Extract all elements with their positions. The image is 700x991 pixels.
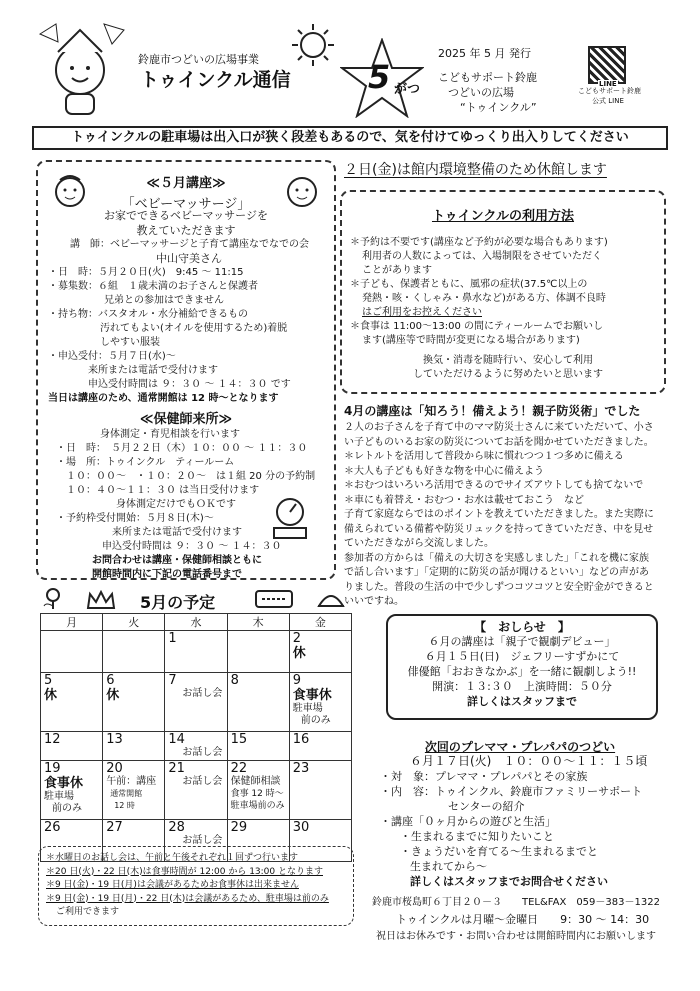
- april-line: ていただきながら交流しました。: [344, 538, 494, 549]
- health-line: １０：４０～１１：３０ は当日受付けます: [66, 485, 260, 496]
- prema-line: ・対 象：プレママ・プレパパとその家族: [380, 770, 588, 783]
- day-number: 2: [292, 631, 302, 646]
- calendar-cell: [289, 732, 351, 761]
- day-number: 8: [230, 673, 239, 688]
- day-number: 9: [292, 673, 302, 688]
- course-heading: ≪５月講座≫: [146, 176, 226, 191]
- banner-icon: [254, 588, 294, 610]
- event-label: 保健師相談: [230, 776, 281, 787]
- calendar-cell: [227, 673, 289, 732]
- health-line: 身体測定だけでもＯＫです: [116, 499, 236, 510]
- april-line: りました。普段の生活の中で少しずつコツコツと安全貯金ができると: [344, 581, 654, 593]
- oshirase-line: ６月１５日(日) ジェフリーすずかにて: [424, 650, 620, 663]
- event-label: 駐車場: [292, 703, 323, 714]
- april-report: [344, 421, 668, 610]
- day-number: 21: [168, 761, 185, 776]
- sun-illustration: [290, 22, 336, 68]
- qr-caption-line: 公式 LINE: [592, 97, 624, 105]
- prema-line: ６月１７日(火) １０：００～１１：１５頃: [410, 754, 648, 768]
- usage-line: 利用者の人数によっては、入場制限をさせていただく: [362, 251, 602, 262]
- event-label: 午前：講座: [106, 776, 157, 787]
- course-subtitle-line: 教えていただきます: [136, 224, 236, 237]
- oshirase-line: 俳優館「おおきなかぶ」を一緒に観劇しよう!!: [407, 665, 637, 678]
- event-label: 駐車場前のみ: [230, 801, 285, 811]
- month-suffix: がつ: [394, 82, 421, 97]
- day-number: 28: [168, 820, 185, 835]
- weekday-header: 金: [289, 614, 351, 631]
- april-line: ＊大人も子どもも好きな物を中心に備えよう: [344, 465, 544, 477]
- course-line: ・申込受付：５月７日(水)～: [48, 351, 176, 362]
- publisher-line: “トゥインクル”: [460, 101, 537, 114]
- usage-line: ＊予約は不要です(講座など予約が必要な場合もあります): [350, 237, 608, 248]
- line-qr-code[interactable]: [588, 46, 626, 84]
- april-line: い子どものいるお家の防災についてお話を聞かせていただきました。: [344, 436, 654, 448]
- line-logo: LINE: [599, 80, 617, 88]
- calendar-cell: [41, 732, 103, 761]
- day-number: 5: [44, 673, 53, 688]
- oshirase-line: ６月の講座は「親子で観劇デビュー」: [428, 635, 616, 648]
- usage-line: ます(講座等で時間が変更になる場合があります): [362, 335, 580, 346]
- note-line: ＊水曜日のお話し会は、午前と午後それぞれ１回ずつ行います: [46, 853, 299, 863]
- day-number: 16: [292, 732, 310, 747]
- april-line: 子育て家庭ならではのポイントを教えていただきました。また実際に: [344, 509, 654, 520]
- course-line: 兄弟との参加はできません: [104, 295, 224, 306]
- oshirase-details: [386, 634, 658, 709]
- course-line: 中山守美さん: [156, 252, 222, 265]
- calendar-cell: [103, 732, 165, 761]
- day-number: 13: [106, 732, 123, 747]
- day-number: 27: [106, 820, 123, 835]
- april-line: 備えられている備蓄や防災リュックを持ってきていただき、中を見せ: [344, 523, 654, 535]
- usage-line: はご利用をお控えください: [362, 307, 482, 318]
- usage-title: トゥインクルの利用方法: [431, 209, 575, 224]
- closed-label: 休: [292, 646, 306, 661]
- footer-hours: トゥインクルは月曜～金曜日 9：30 ～ 14：30: [396, 913, 650, 926]
- event-label: 前のみ: [52, 803, 82, 814]
- schedule-calendar: [40, 613, 352, 862]
- course-details: [48, 238, 334, 406]
- usage-line: していただけるように努めたいと思います: [413, 369, 603, 380]
- weekday-header: 火: [103, 614, 165, 631]
- calendar-cell: [289, 631, 351, 673]
- calendar-cell: [165, 631, 227, 673]
- event-label: 12 時: [114, 801, 135, 810]
- day-number: 20: [106, 761, 123, 776]
- prema-line: ・講座「０ヶ月からの遊びと生活」: [380, 815, 556, 828]
- issue-date: 2025 年 5 月 発行: [438, 47, 531, 60]
- health-line: ・場 所：トゥインクル ティールーム: [56, 457, 235, 468]
- course-title: 「ベビーマッサージ」: [121, 197, 251, 212]
- april-line: ＊レトルトを活用して普段から味に慣れつつ１つ多めに備える: [344, 451, 624, 462]
- course-line: 当日は講座のため、通常開館は 12 時～となります: [48, 393, 279, 404]
- course-line: 講 師：ベビーマッサージと子育て講座なでなでの会: [70, 239, 309, 250]
- schedule-notes: [46, 852, 352, 920]
- calendar-cell: [165, 673, 227, 732]
- day-number: 30: [292, 820, 310, 835]
- health-heading: ≪保健師来所≫: [139, 412, 233, 427]
- calendar-cell: [41, 761, 103, 820]
- calendar-cell: [103, 673, 165, 732]
- footer-address: 鈴鹿市桜島町６丁目２０－３ TEL&FAX 059－383－1322: [372, 897, 660, 908]
- day-number: 23: [292, 761, 310, 776]
- health-line: ・日 時： ５月２２日（木）１０：００ ～ １１：３０: [56, 443, 308, 454]
- course-line: 来所または電話で受付けます: [88, 365, 218, 376]
- day-number: 14: [168, 732, 185, 747]
- weekday-header: 月: [41, 614, 103, 631]
- calendar-cell: [289, 761, 351, 820]
- schedule-title: 5月の予定: [140, 593, 216, 612]
- prema-line: 生まれてから～: [410, 860, 487, 873]
- qr-caption: [578, 86, 641, 106]
- closed-label: 休: [106, 688, 120, 703]
- day-number: 29: [230, 820, 248, 835]
- usage-details: [350, 236, 666, 382]
- health-line: １０：００～ ・１０：２０～ は１組 20 分の予約制: [66, 471, 316, 482]
- org-name: 鈴鹿市つどいの広場事業: [138, 53, 259, 66]
- usage-line: ことがあります: [362, 265, 432, 276]
- april-line: ＊車にも着替え・おむつ・お水は載せておこう など: [344, 494, 584, 506]
- prema-title: 次回のプレママ・プレパパのつどい: [424, 740, 616, 754]
- usage-line: ＊食事は 11:00～13:00 の間にティールームでお願いし: [350, 321, 603, 332]
- calendar-cell: [103, 761, 165, 820]
- day-number: 26: [44, 820, 61, 835]
- prema-line: 詳しくはスタッフまでお問合せください: [410, 875, 608, 888]
- calendar-cell: [165, 732, 227, 761]
- april-line: ２人のお子さんを子育て中のママ防災士さんに来ていただいて、小さ: [344, 422, 654, 433]
- usage-line: ＊子ども、保護者ともに、風邪の症状(37.5℃以上の: [350, 279, 588, 290]
- event-label: 駐車場: [44, 791, 74, 802]
- parking-banner: トゥインクルの駐車場は出入口が狭く段差もあるので、気を付けてゆっくり出入りしてください: [32, 126, 668, 150]
- prema-line: ・生まれるまでに知りたいこと: [400, 830, 554, 843]
- mascot-illustration: [38, 22, 128, 117]
- calendar-cell: [289, 673, 351, 732]
- april-line: ＊おむつはいろいろ活用できるのでサイズアウトしても捨てないで: [344, 480, 644, 491]
- closed-label: 休: [44, 688, 58, 703]
- day-number: 6: [106, 673, 115, 688]
- calendar-cell: [227, 761, 289, 820]
- health-line: 身体測定・育児相談を行います: [100, 429, 240, 440]
- health-line: 来所または電話で受付けます: [112, 527, 242, 538]
- prema-details: [380, 754, 670, 889]
- publisher-line: こどもサポート鈴鹿: [438, 71, 537, 84]
- oshirase-line: 開演：１３:３０ 上演時間：５０分: [432, 680, 612, 693]
- usage-line: 発熱・咳・くしゃみ・鼻水など)がある方、体調不良時: [362, 293, 606, 304]
- prema-line: センターの紹介: [448, 800, 525, 813]
- weekday-header: 木: [227, 614, 289, 631]
- scale-illustration: [268, 494, 312, 542]
- calendar-cell: [41, 631, 103, 673]
- crown-icon: [86, 590, 116, 610]
- april-line: 参加者の方からは「備えの大切さを実感しました」「これを機に家族: [344, 552, 649, 564]
- day-number: 19: [44, 761, 61, 776]
- closed-label: 食事休: [292, 688, 332, 703]
- health-line: 開館時間内に下記の電話番号まで: [92, 569, 242, 580]
- newsletter-title: トゥインクル通信: [140, 69, 291, 91]
- note-line: ＊9 日(金)・19 日(月)は会議があるためお食事休は出来ません: [46, 880, 299, 890]
- health-line: 申込受付時間は ９：３０ ～ １４：３０: [102, 541, 282, 552]
- prema-line: ・きょうだいを育てる～生まれるまでと: [400, 845, 598, 858]
- publisher-line: つどいの広場: [448, 86, 514, 99]
- calendar-cell: [165, 761, 227, 820]
- health-line: お問合わせは講座・保健師相談ともに: [92, 555, 262, 566]
- calendar-cell: [227, 732, 289, 761]
- course-line: 申込受付時間は ９：３０ ～ １４：３０ です: [88, 379, 291, 390]
- note-line: ＊20 日(火)・22 日(木)は食事時間が 12:00 から 13:00 となります: [46, 866, 323, 877]
- oshirase-line: 詳しくはスタッフまで: [467, 695, 577, 708]
- event-label: お話し会: [182, 688, 223, 699]
- day-number: 7: [168, 673, 177, 688]
- april-line: で話し合います」「定期的に防災の話が聞けるといい」などの声があ: [344, 567, 649, 578]
- day-number: 22: [230, 761, 248, 776]
- event-label: 通常開館: [110, 789, 143, 798]
- calendar-cell: [227, 631, 289, 673]
- closed-notice: ２日(金)は館内環境整備のため休館します: [344, 162, 607, 178]
- day-number: 15: [230, 732, 248, 747]
- footer-note: 祝日はお休みです・お問い合わせは開館時間内にお願いします: [376, 931, 656, 942]
- note-line: ご利用できます: [56, 907, 120, 917]
- course-subtitle-line: お家でできるベビーマッサージを: [104, 209, 268, 222]
- day-number: 1: [168, 631, 177, 646]
- note-line: ＊9 日(金)・19 日(月)・22 日(木)は会議があるため、駐車場は前のみ: [46, 893, 329, 904]
- course-line: 汚れてもよい(オイルを使用するため)着脱: [100, 323, 288, 334]
- month-number: 5: [368, 58, 391, 96]
- usage-line: 換気・消毒を随時行い、安心して利用: [423, 355, 593, 366]
- course-line: ・募集数：６組 １歳未満のお子さんと保護者: [48, 281, 258, 292]
- course-subtitle: [36, 208, 336, 238]
- day-number: 12: [44, 732, 61, 747]
- course-line: しやすい服装: [100, 337, 160, 348]
- publisher: [438, 70, 537, 115]
- event-label: 前のみ: [300, 715, 331, 726]
- event-label: 食事 12 時～: [230, 789, 284, 799]
- flower-icon: [40, 586, 66, 610]
- event-label: お話し会: [182, 747, 223, 758]
- health-line: ・予約枠受付開始：５月８日(木)～: [56, 513, 214, 524]
- closed-label: 食事休: [44, 776, 84, 791]
- calendar-cell: [41, 673, 103, 732]
- april-title: 4月の講座は「知ろう！備えよう！親子防災術」でした: [344, 404, 641, 418]
- april-line: いいですね。: [344, 596, 404, 607]
- weekday-header: 水: [165, 614, 227, 631]
- prema-line: ・内 容：トゥインクル、鈴鹿市ファミリーサポート: [380, 785, 643, 798]
- event-label: お話し会: [182, 776, 223, 787]
- course-line: ・日 時：５月２０日(火) 9:45 ～ 11:15: [48, 267, 244, 278]
- oshirase-title: 【 おしらせ 】: [474, 620, 570, 634]
- kabuto-icon: [316, 588, 346, 610]
- event-label: お話し会: [182, 835, 223, 846]
- course-line: ・持ち物：バスタオル・水分補給できるもの: [48, 309, 248, 320]
- calendar-cell: [103, 631, 165, 673]
- qr-caption-line: こどもサポート鈴鹿: [578, 87, 641, 95]
